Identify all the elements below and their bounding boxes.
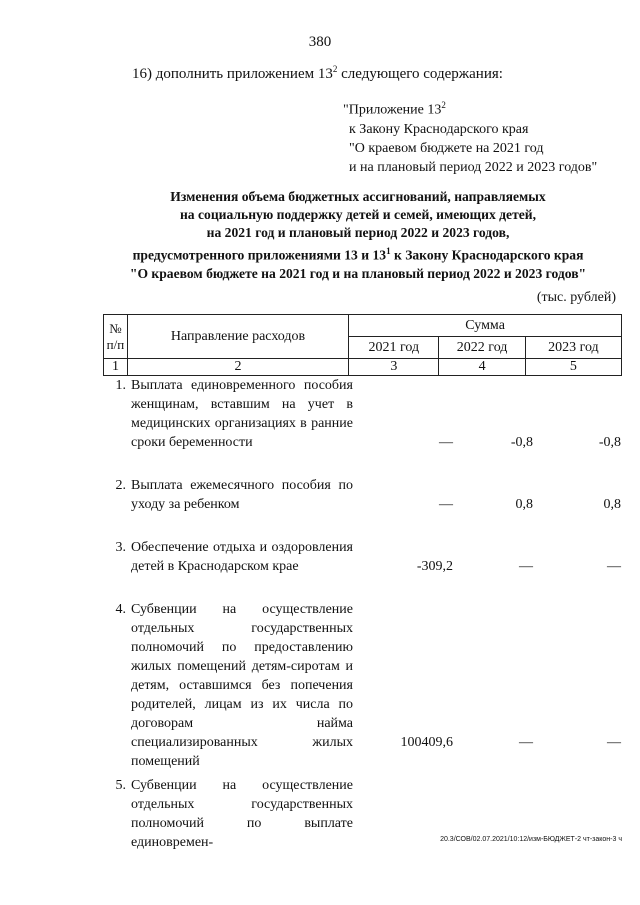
row-text: Обеспечение отдыха и оздоровления детей в Краснодарском крае [131,540,353,574]
row-number: 1. [115,378,126,393]
row-value-2021: -309,2 [416,559,453,574]
header-sum: Сумма [349,315,622,337]
row-value-2021: 100409,6 [400,735,453,750]
row-value-2023: 0,8 [603,497,621,512]
page-number: 380 [308,34,332,50]
col-number-1: 1 [104,359,128,376]
row-value-2023: — [607,735,621,750]
footer-code: 20.3/СОВ/02.07.2021/10:12/изм-БЮДЖЕТ-2 чт-закон-3 ч [440,836,622,843]
col-number-3: 3 [349,359,439,376]
col-number-5: 5 [525,359,621,376]
row-value-2022: — [519,559,533,574]
row-text: Субвенции на осуществление отдельных государственных полномочий по выплате единовремен- [131,778,353,850]
row-value-2022: -0,8 [510,435,533,450]
row-text: Выплата ежемесячного пособия по уходу за ребенком [131,478,353,512]
table-header [103,314,622,376]
header-num: № п/п [104,315,128,359]
units-label: (тыс. рублей) [536,290,616,305]
row-value-2023: -0,8 [598,435,621,450]
header-2022: 2022 год [439,337,525,359]
row-value-2021: — [439,497,453,512]
row-number: 5. [115,778,126,793]
appendix-heading: "Приложение $13^2$ к Закону Краснодарского края "О краевом бюджете на 2021 год и на плановый период 2022 и 2023 годов" [343,100,598,175]
col-number-2: 2 [127,359,348,376]
col-number-4: 4 [439,359,525,376]
row-number: 2. [115,478,126,493]
row-number: 4. [115,602,126,617]
row-number: 3. [115,540,126,555]
row-text: Субвенции на осуществление отдельных государственных полномочий по предоставлению жилых помещений детям-сиротам и детям, оставшимся без попечения родителей, лицам из их числа по договорам найма специализированных жилых помещений [131,602,353,769]
header-2023: 2023 год [525,337,621,359]
header-direction: Направление расходов [127,315,348,359]
document-title: Изменения объема бюджетных ассигнований, направляемых на социальную поддержку детей и семей, имеющих детей, на 2021 год и плановый период 2022 и 2023 годов, предусмотренного приложениями 13 и $13^1$ к Закону Краснодарского края "О краевом бюджете на 2021 год и на плановый период 2022 и 2023 годов" [129,189,587,281]
header-2021: 2021 год [349,337,439,359]
intro-paragraph: 16) дополнить приложением $13^2$ следующего содержания: [132,64,503,82]
row-value-2021: — [439,435,453,450]
row-value-2023: — [607,559,621,574]
row-value-2022: 0,8 [515,497,533,512]
row-text: Выплата единовременного пособия женщинам, вставшим на учет в медицинских организациях в ранние сроки беременности [131,378,353,450]
row-value-2022: — [519,735,533,750]
